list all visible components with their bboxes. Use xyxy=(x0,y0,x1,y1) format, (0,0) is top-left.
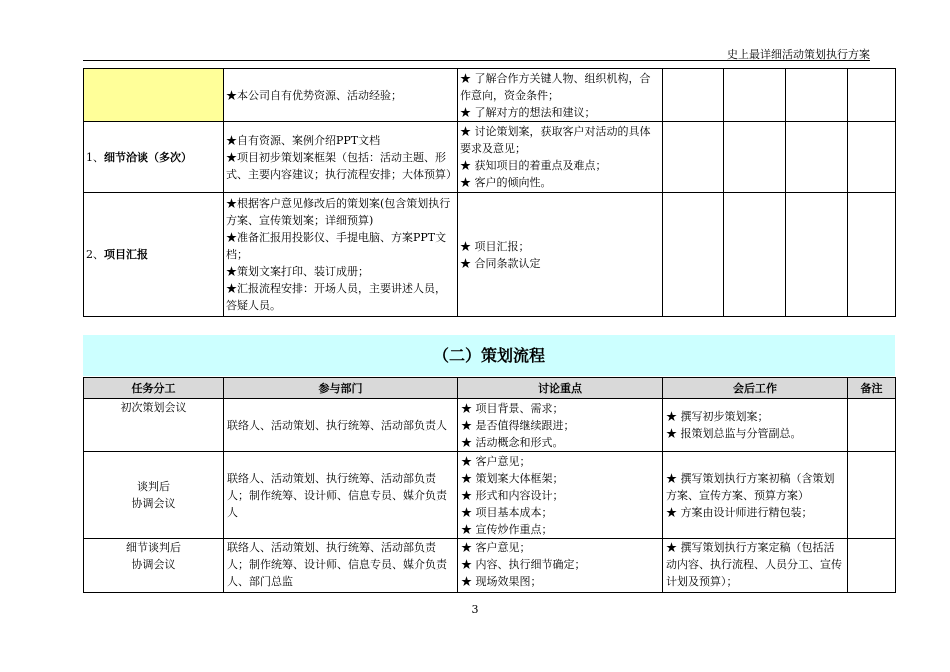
planning-process-table xyxy=(83,377,896,593)
prep-cell xyxy=(224,122,458,193)
table-row xyxy=(84,69,896,122)
list-item: ★项目初步策划案框架（包括：活动主题、形式、主要内容建议；执行流程安排；大体预算） xyxy=(226,150,457,181)
header-rule xyxy=(83,60,870,61)
list-item: ★ 客户意见； xyxy=(461,541,531,554)
task-cell xyxy=(84,539,224,593)
table-row xyxy=(84,452,896,539)
task-name: 细节洽谈（多次） xyxy=(104,150,192,164)
list-item: ★ 获知项目的着重点及难点； xyxy=(460,159,607,172)
column-header: 任务分工 xyxy=(84,378,224,399)
list-item: ★ 合同条款认定 xyxy=(460,256,541,270)
list-item: ★ 客户的倾向性。 xyxy=(460,176,552,189)
list-item: ★ 现场效果图； xyxy=(461,575,542,588)
list-item: ★ 形式和内容设计； xyxy=(461,488,564,502)
list-item: ★ 撰写策划执行方案初稿（含策划方案、宣传方案、预算方案） xyxy=(666,471,835,502)
list-item: ★ 项目基本成本； xyxy=(461,505,553,519)
negotiation-table xyxy=(83,68,896,317)
table-header-row xyxy=(84,378,896,399)
list-item: ★ 策划案大体框架； xyxy=(461,471,564,485)
task-cell: 2、项目汇报 xyxy=(84,193,224,317)
points-cell xyxy=(458,399,663,452)
list-item: ★ 讨论策划案，获取客户对活动的具体要求及意见； xyxy=(460,125,651,155)
task-cell xyxy=(84,452,224,539)
depts-cell: 联络人、活动策划、执行统筹、活动部负责人；制作统筹、设计师、信息专员、媒介负责人、部门总监 xyxy=(224,539,458,593)
column-header: 参与部门 xyxy=(224,378,458,399)
note-cell xyxy=(848,399,896,452)
task-line: 谈判后 xyxy=(137,480,170,493)
points-cell xyxy=(458,539,663,593)
task-name: 项目汇报 xyxy=(104,248,148,261)
list-item: ★ 方案由设计师进行精包装； xyxy=(666,505,813,519)
list-item: ★ 客户意见； xyxy=(461,454,531,468)
after-cell xyxy=(663,399,848,452)
list-item: ★ 项目背景、需求； xyxy=(461,401,564,415)
list-item: ★ 活动概念和形式。 xyxy=(461,435,564,449)
task-cell: 1、细节洽谈（多次） xyxy=(84,122,224,193)
task-line: 初次策划会议 xyxy=(120,401,187,414)
header-title: 史上最详细活动策划执行方案 xyxy=(727,48,870,61)
prep-cell xyxy=(224,69,458,122)
list-item: ★ 项目汇报； xyxy=(460,239,530,253)
table-row xyxy=(84,122,896,193)
list-item: ★本公司自有优势资源、活动经验； xyxy=(226,88,402,102)
note-cell xyxy=(848,452,896,539)
page-number: 3 xyxy=(471,603,479,616)
table-row xyxy=(84,539,896,593)
task-line: 协调会议 xyxy=(131,558,176,571)
column-header: 会后工作 xyxy=(663,378,848,399)
list-item: ★ 内容、执行细节确定； xyxy=(461,558,586,571)
list-item: ★策划文案打印、装订成册； xyxy=(226,265,369,278)
task-cell xyxy=(84,399,224,452)
list-item: ★ 宣传炒作重点； xyxy=(461,522,553,536)
list-item: ★ 了解对方的想法和建议； xyxy=(460,105,596,119)
column-header: 备注 xyxy=(848,378,896,399)
list-item: ★ 撰写策划执行方案定稿（包括活动内容、执行流程、人员分工、宣传计划及预算）； xyxy=(666,541,842,588)
list-item: ★自有资源、案例介绍PPT文档 xyxy=(226,133,381,147)
task-cell-empty xyxy=(84,69,224,122)
points-cell xyxy=(458,452,663,539)
list-item: ★ 了解合作方关键人物、组织机构，合作意向，资金条件； xyxy=(460,71,651,102)
list-item: ★准备汇报用投影仪、手提电脑、方案PPT文档； xyxy=(226,231,447,261)
note-cell xyxy=(848,539,896,593)
depts-cell: 联络人、活动策划、执行统筹、活动部负责人 xyxy=(224,399,458,452)
depts-cell: 联络人、活动策划、执行统筹、活动部负责人；制作统筹、设计师、信息专员、媒介负责人 xyxy=(224,452,458,539)
after-cell xyxy=(663,539,848,593)
list-item: ★汇报流程安排：开场人员，主要讲述人员，答疑人员。 xyxy=(226,282,446,312)
discuss-cell xyxy=(458,193,663,317)
column-header: 讨论重点 xyxy=(458,378,663,399)
discuss-cell xyxy=(458,122,663,193)
list-item: ★根据客户意见修改后的策划案(包含策划执行方案、宣传策划案；详细预算) xyxy=(226,197,451,227)
table-row xyxy=(84,399,896,452)
list-item: ★ 报策划总监与分管副总。 xyxy=(666,427,802,440)
task-line: 细节谈判后 xyxy=(126,541,181,554)
after-cell xyxy=(663,452,848,539)
table-row xyxy=(84,193,896,317)
task-line: 协调会议 xyxy=(131,497,176,510)
prep-cell xyxy=(224,193,458,317)
discuss-cell xyxy=(458,69,663,122)
section-title: （二）策划流程 xyxy=(83,335,895,376)
list-item: ★ 撰写初步策划案； xyxy=(666,410,769,423)
list-item: ★ 是否值得继续跟进； xyxy=(461,418,575,432)
